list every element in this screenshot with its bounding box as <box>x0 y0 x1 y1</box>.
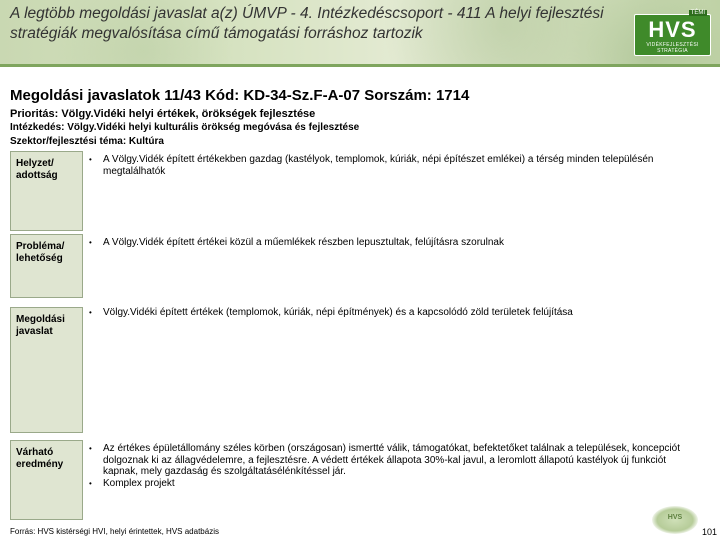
bullet-item <box>89 237 689 249</box>
bullet-dot: • <box>89 478 92 488</box>
bullet-text: Komplex projekt <box>103 477 175 489</box>
logo-subtitle: VIDÉKFEJLESZTÉSI STRATÉGIA <box>646 42 699 54</box>
row-label-helyzet: Helyzet/ adottság <box>10 151 83 231</box>
bullet-text: Az értékes épületállomány széles körben (országosan) ismertté válik, támogatókat, befektetőket találnak a települések, koncepciót dolgoznak ki az állagvédelemre, a fejlesztésre. A védett értékek állapota 30%-kal javul, a leromlott állapotú kastélyok új funkciót kapnak, mely gazdaság és szolgáltatásélénkítéssel jár. <box>103 443 680 477</box>
bullet-item <box>89 443 689 478</box>
measure-text: Intézkedés: Völgy.Vidéki helyi kulturális örökség megóvása és fejlesztése <box>10 122 360 133</box>
header-divider <box>0 64 720 67</box>
bullet-dot: • <box>89 444 92 453</box>
bullet-dot: • <box>89 238 92 247</box>
footer-source: Forrás: HVS kistérségi HVI, helyi érintettek, HVS adatbázis <box>10 527 219 536</box>
logo-text: HVS <box>648 17 697 42</box>
footer-hvs-logo <box>652 506 698 534</box>
hvs-logo <box>634 10 711 56</box>
bullet-dot: • <box>89 155 92 164</box>
bullet-item <box>89 478 689 490</box>
header-title: A legtöbb megoldási javaslat a(z) ÚMVP - 4. Intézkedéscsoport - 411 A helyi fejlesztési stratégiák megvalósítása című támogatási forráshoz tartozik <box>10 5 604 42</box>
logo-badge: TÉMI <box>690 10 705 16</box>
row-label-problema: Probléma/ lehetőség <box>10 234 83 298</box>
sector-text: Szektor/fejlesztési téma: Kultúra <box>10 136 164 147</box>
header-banner <box>0 0 720 64</box>
row-bullets-varhato <box>89 443 689 489</box>
row-label-megoldasi: Megoldási javaslat <box>10 307 83 433</box>
row-label-varhato: Várható eredmény <box>10 440 83 520</box>
bullet-text: Völgy.Vidéki épített értékek (templomok, kúriák, népi építmények) és a kapcsolódó zöld területek felújítása <box>103 307 573 318</box>
page-number: 101 <box>702 527 718 537</box>
bullet-item <box>89 154 689 177</box>
row-bullets-megoldasi <box>89 307 689 319</box>
priority-text: Prioritás: Völgy.Vidéki helyi értékek, örökségek fejlesztése <box>10 108 316 120</box>
row-bullets-helyzet <box>89 154 689 177</box>
bullet-dot: • <box>89 308 92 317</box>
bullet-text: A Völgy.Vidék épített értékei közül a műemlékek részben lepusztultak, felújításra szorulnak <box>103 237 504 248</box>
bullet-text: A Völgy.Vidék épített értékekben gazdag (kastélyok, templomok, kúriák, népi építészet emlékei) a térség minden településén megtalálhatók <box>103 154 654 177</box>
bullet-item <box>89 307 689 319</box>
row-bullets-problema <box>89 237 689 249</box>
footer-logo-text: HVS <box>667 514 683 521</box>
page-title: Megoldási javaslatok 11/43 Kód: KD-34-Sz.F-A-07 Sorszám: 1714 <box>10 87 470 104</box>
